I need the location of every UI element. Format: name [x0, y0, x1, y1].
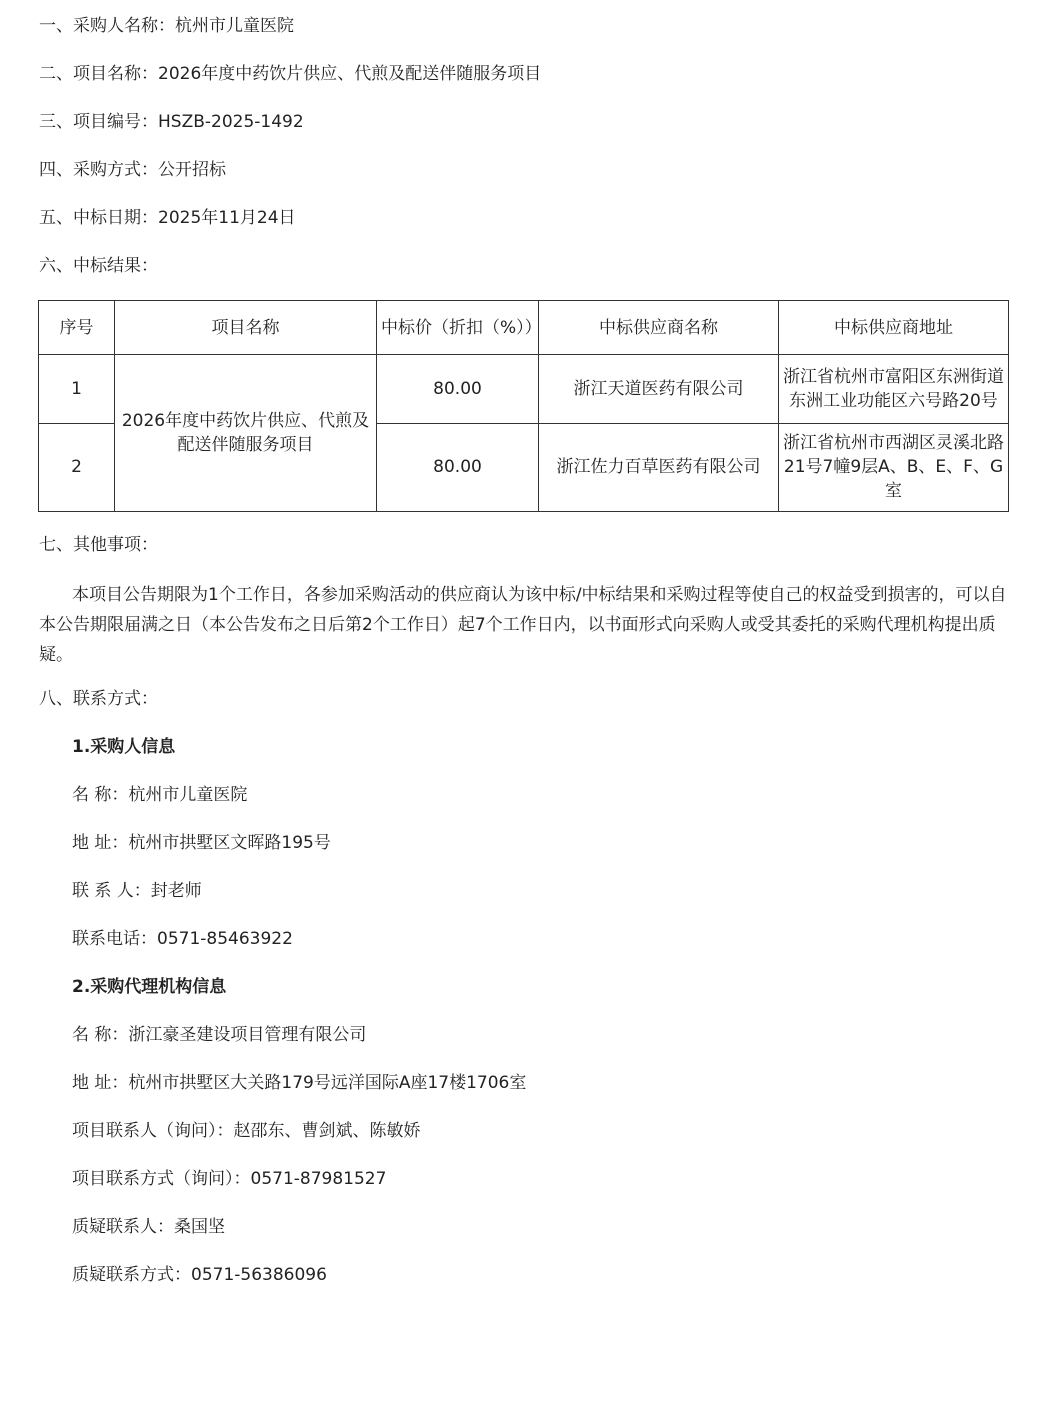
project-number-line: 三、项目编号：HSZB-2025-1492 — [39, 112, 304, 132]
purchaser-address: 地 址：杭州市拱墅区文晖路195号 — [72, 833, 331, 853]
table-row — [39, 355, 1009, 423]
purchaser-info-title: 1.采购人信息 — [72, 737, 176, 757]
cell-serial: 2 — [39, 423, 115, 511]
header-supplier-name: 中标供应商名称 — [539, 301, 779, 355]
agency-info-title: 2.采购代理机构信息 — [72, 977, 227, 997]
award-date-line: 五、中标日期：2025年11月24日 — [39, 208, 296, 228]
purchaser-contact: 联 系 人：封老师 — [72, 881, 202, 901]
other-paragraph: 本项目公告期限为1个工作日，各参加采购活动的供应商认为该中标/中标结果和采购过程等使自己的权益受到损害的，可以自本公告期限届满之日（本公告发布之日后第2个工作日）起7个工作日内，以书面形式向采购人或受其委托的采购代理机构提出质疑。 — [39, 585, 1007, 665]
header-price: 中标价（折扣（%）） — [377, 301, 539, 355]
table-header-row — [39, 301, 1009, 355]
project-name-line: 二、项目名称：2026年度中药饮片供应、代煎及配送伴随服务项目 — [39, 64, 542, 84]
agency-name: 名 称：浙江豪圣建设项目管理有限公司 — [72, 1025, 367, 1045]
agency-address: 地 址：杭州市拱墅区大关路179号远洋国际A座17楼1706室 — [72, 1073, 527, 1093]
result-heading: 六、中标结果： — [39, 256, 158, 276]
header-serial: 序号 — [39, 301, 115, 355]
other-heading: 七、其他事项： — [39, 535, 158, 555]
purchaser-name: 名 称：杭州市儿童医院 — [72, 785, 248, 805]
contact-heading: 八、联系方式： — [39, 689, 158, 709]
cell-supplier-name: 浙江天道医药有限公司 — [539, 355, 779, 423]
cell-project-name: 2026年度中药饮片供应、代煎及配送伴随服务项目 — [115, 355, 377, 512]
procurement-method-line: 四、采购方式：公开招标 — [39, 160, 226, 180]
purchaser-phone: 联系电话：0571-85463922 — [72, 929, 293, 949]
purchaser-line: 一、采购人名称：杭州市儿童医院 — [39, 16, 294, 36]
complaint-contact: 质疑联系人：桑国坚 — [72, 1217, 225, 1237]
cell-supplier-name: 浙江佐力百草医药有限公司 — [539, 423, 779, 511]
cell-price: 80.00 — [377, 355, 539, 423]
cell-supplier-address: 浙江省杭州市西湖区灵溪北路21号7幢9层A、B、E、F、G室 — [779, 423, 1009, 511]
award-result-table — [38, 300, 1009, 512]
complaint-phone: 质疑联系方式：0571-56386096 — [72, 1265, 327, 1285]
cell-supplier-address: 浙江省杭州市富阳区东洲街道东洲工业功能区六号路20号 — [779, 355, 1009, 423]
header-project-name: 项目名称 — [115, 301, 377, 355]
cell-serial: 1 — [39, 355, 115, 423]
agency-contacts: 项目联系人（询问）：赵邵东、曹剑斌、陈敏娇 — [72, 1121, 421, 1141]
header-supplier-address: 中标供应商地址 — [779, 301, 1009, 355]
agency-contact-phone: 项目联系方式（询问）：0571-87981527 — [72, 1169, 387, 1189]
cell-price: 80.00 — [377, 423, 539, 511]
